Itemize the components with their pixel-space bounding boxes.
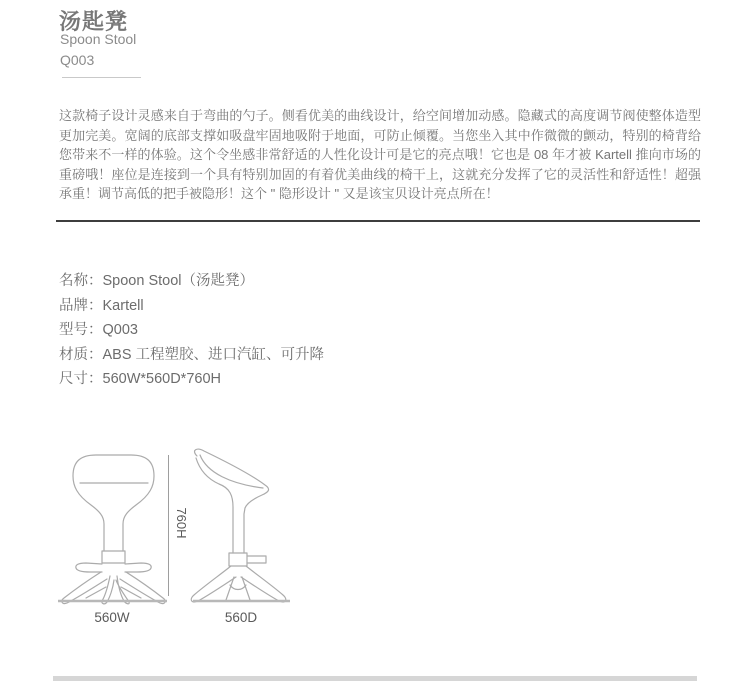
front-view-drawing [62, 455, 165, 604]
height-dimension-label: 760H [174, 507, 189, 539]
spec-label: 尺寸： [59, 371, 103, 388]
spec-value: 560W*560D*760H [102, 371, 221, 388]
section-divider [56, 220, 700, 222]
spec-label: 型号： [59, 322, 103, 339]
spec-label: 名称： [59, 273, 103, 289]
product-model-code: Q003 [60, 52, 95, 68]
dimension-diagram [45, 443, 305, 638]
spec-label: 材质： [59, 346, 103, 363]
depth-dimension-label: 560D [224, 610, 258, 625]
side-view-drawing [191, 449, 286, 602]
width-dimension-label: 560W [94, 610, 130, 625]
spec-list [59, 269, 324, 392]
spec-row-brand [59, 294, 324, 319]
product-subtitle: Spoon Stool [60, 31, 137, 47]
page-title: 汤匙凳 [59, 8, 129, 34]
spec-value: Q003 [102, 322, 138, 339]
spec-value: Spoon Stool（汤匙凳） [102, 273, 255, 289]
spec-label: 品牌： [59, 297, 103, 314]
spec-row-name [59, 269, 324, 294]
bottom-divider [53, 676, 697, 681]
spec-value: ABS 工程塑胶、进口汽缸、可升降 [102, 346, 325, 363]
product-description: 这款椅子设计灵感来自于弯曲的勺子。侧看优美的曲线设计，给空间增加动感。隐藏式的高度调节阀使整体造型更加完美。宽阔的底部支撑如吸盘牢固地吸附于地面，可防止倾覆。当您坐入其中作微微的颤动，特别的椅背给您带来不一样的体验。这个令坐感非常舒适的人性化设计可是它的亮点哦！它也是 08 年才被 Kartell 推向市场的重磅哦！座位是连接到一个具有特别加固的有着优美曲线的椅干上，这就充分发挥了它的灵活性和舒适性！超强承重！调节高低的把手被隐形！这个 " 隐形设计 " 又是该宝贝设计亮点所在！ [59, 108, 701, 202]
spec-row-size [59, 367, 324, 392]
spec-row-model [59, 318, 324, 343]
spec-row-material [59, 343, 324, 368]
spec-value: Kartell [102, 297, 144, 314]
title-divider [62, 77, 141, 78]
